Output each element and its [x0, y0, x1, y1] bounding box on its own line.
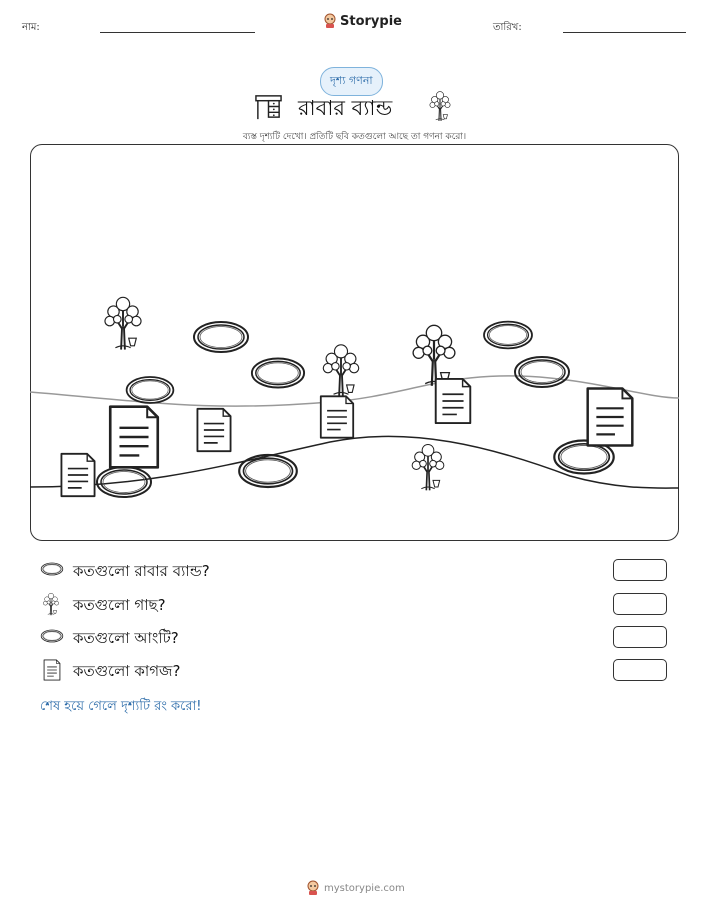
paper	[588, 388, 633, 445]
tree	[105, 297, 141, 349]
counting-scene	[30, 144, 679, 541]
instruction-text: ব্যস্ত দৃশ্যটি দেখো। প্রতিটি ছবি কতগুলো আছে তা গণনা করো।	[242, 132, 467, 142]
desk-icon	[254, 92, 283, 121]
ring	[515, 357, 569, 387]
scene-canvas	[30, 144, 679, 541]
storypie-mascot-icon	[323, 13, 337, 29]
ring	[484, 322, 532, 349]
tree-icon	[42, 592, 60, 616]
ring	[252, 359, 304, 388]
question-text: কতগুলো আংটি?	[73, 629, 179, 647]
question-row	[40, 659, 670, 683]
rubber-band-icon	[40, 561, 64, 577]
name-field[interactable]	[100, 32, 255, 33]
question-text: কতগুলো গাছ?	[73, 596, 166, 614]
tree	[323, 345, 358, 396]
page-title: রাবার ব্যান্ড	[298, 96, 393, 120]
finish-instruction: শেষ হয়ে গেলে দৃশ্যটি রং করো!	[40, 699, 202, 714]
question-row	[40, 593, 670, 617]
name-label: নাম:	[22, 22, 40, 33]
ring-icon	[40, 628, 64, 644]
answer-box-papers[interactable]	[613, 659, 667, 681]
paper	[110, 407, 158, 468]
question-row	[40, 626, 670, 650]
paper	[197, 409, 230, 451]
answer-box-rings[interactable]	[613, 626, 667, 648]
worksheet-type-badge: দৃশ্য গণনা	[320, 67, 383, 96]
footer-url: mystorypie.com	[324, 882, 405, 894]
tree	[413, 325, 455, 386]
date-label: তারিখ:	[493, 22, 522, 33]
answer-box-trees[interactable]	[613, 593, 667, 615]
question-text: কতগুলো রাবার ব্যান্ড?	[73, 562, 210, 580]
footer	[306, 880, 405, 896]
paper-icon	[43, 659, 61, 681]
tree	[412, 445, 444, 491]
storypie-mascot-icon	[306, 880, 320, 896]
paper	[436, 379, 471, 423]
answer-box-rubber-bands[interactable]	[613, 559, 667, 581]
tree-icon	[428, 90, 452, 122]
paper	[321, 396, 353, 437]
ring	[239, 455, 297, 487]
question-text: কতগুলো কাগজ?	[73, 662, 181, 680]
question-row	[40, 559, 670, 583]
ring	[127, 377, 174, 403]
paper	[61, 454, 94, 496]
date-field[interactable]	[563, 32, 686, 33]
brand-name: Storypie	[340, 13, 402, 29]
ring	[194, 322, 248, 352]
brand-logo	[323, 13, 402, 29]
